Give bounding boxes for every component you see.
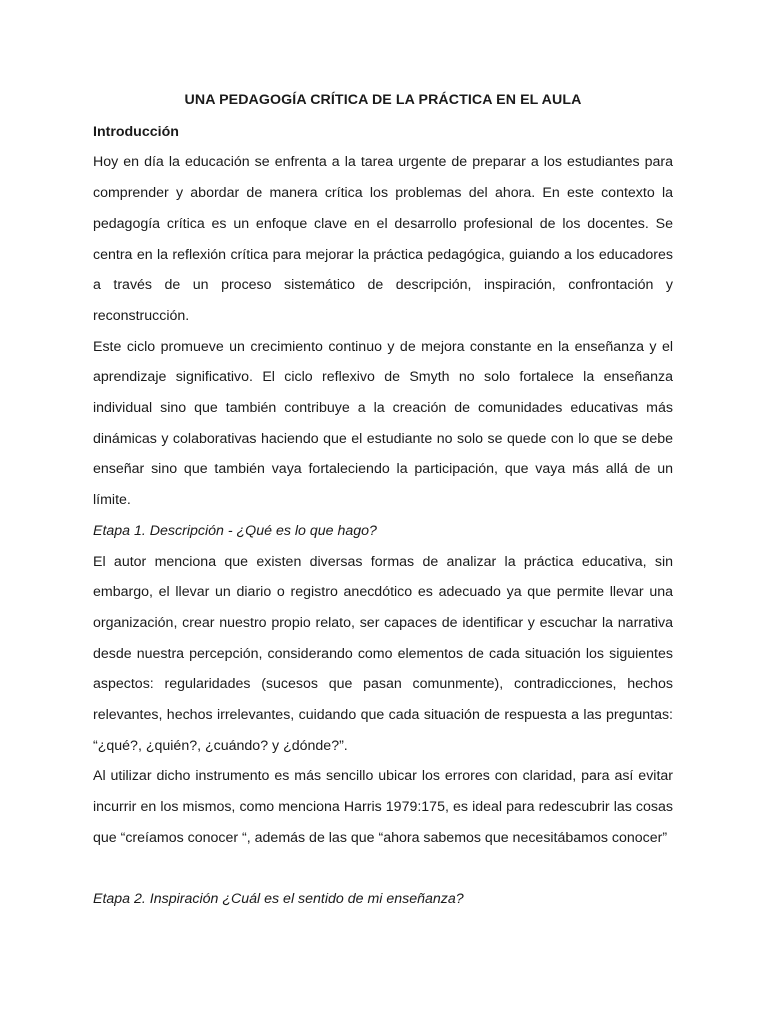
document-title: UNA PEDAGOGÍA CRÍTICA DE LA PRÁCTICA EN EL AULA (184, 92, 582, 108)
intro-heading: Introducción (93, 123, 179, 140)
paragraph-cycle: Este ciclo promueve un crecimiento continuo y de mejora constante en la enseñanza y el aprendizaje significativo. El ciclo reflexivo de Smyth no solo fortalece la enseñanza individual sino que también contribuye a la creación de comunidades educativas más dinámicas y colaborativas haciendo que el estudiante no solo se quede con lo que se debe enseñar sino que también vaya fortaleciendo la participación, que vaya más allá de un límite. (93, 338, 673, 509)
paragraph-intro: Hoy en día la educación se enfrenta a la tarea urgente de preparar a los estudiantes para comprender y abordar de manera crítica los problemas del ahora. En este contexto la pedagogía crítica es un enfoque clave en el desarrollo profesional de los docentes. Se centra en la reflexión crítica para mejorar la práctica pedagógica, guiando a los educadores a través de un proceso sistemático de descripción, inspiración, confrontación y reconstrucción. (93, 154, 673, 324)
document-body (93, 85, 673, 915)
paragraph-instrument: Al utilizar dicho instrumento es más sencillo ubicar los errores con claridad, para así evitar incurrir en los mismos, como menciona Harris 1979:175, es ideal para redescubrir las cosas que “creíamos conocer “, además de las que “ahora sabemos que necesitábamos conocer” (93, 768, 673, 846)
blank-line (93, 854, 673, 885)
paragraph-description: El autor menciona que existen diversas formas de analizar la práctica educativa, sin embargo, el llevar un diario o registro anecdótico es adecuado ya que permite llevar una organización, crear nuestro propio relato, ser capaces de identificar y escuchar la narrativa desde nuestra percepción, considerando como elementos de cada situación los siguientes aspectos: regularidades (sucesos que pasan comunmente), contradicciones, hechos relevantes, hechos irrelevantes, cuidando que cada situación de respuesta a las preguntas: “¿qué?, ¿quién?, ¿cuándo? y ¿dónde?”. (93, 553, 673, 754)
stage-2-heading: Etapa 2. Inspiración ¿Cuál es el sentido de mi enseñanza? (93, 891, 464, 908)
stage-1-heading: Etapa 1. Descripción - ¿Qué es lo que hago? (93, 522, 377, 539)
